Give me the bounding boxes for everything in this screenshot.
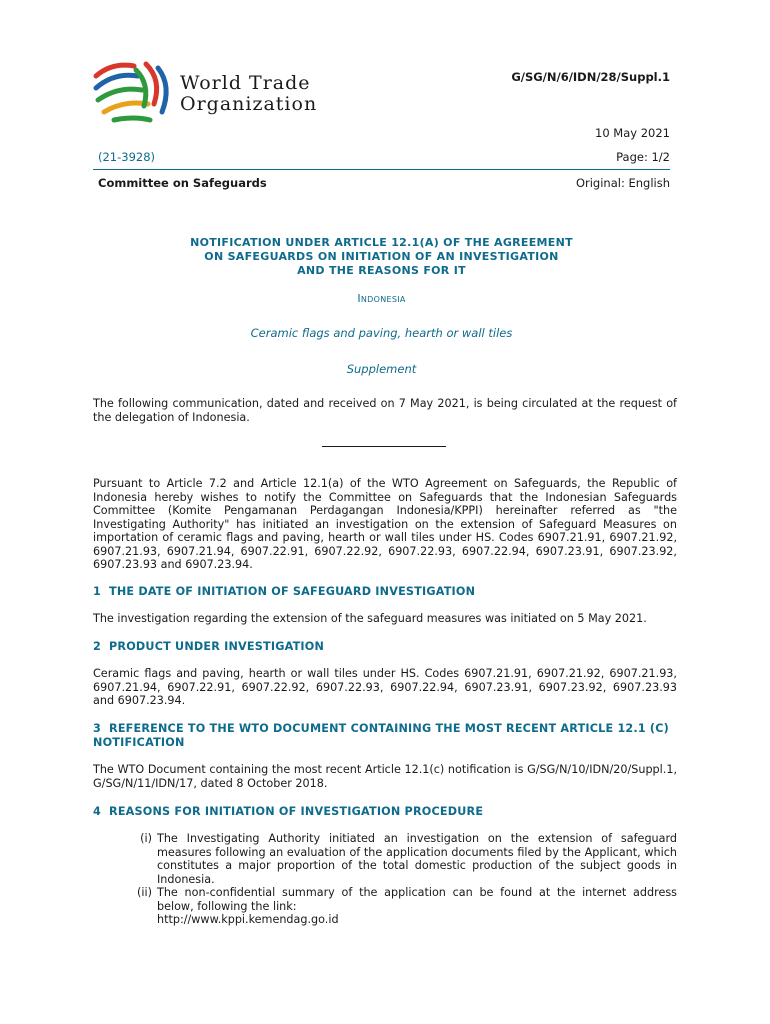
list-marker: (i) [140, 832, 152, 845]
notification-title [93, 236, 670, 278]
list-marker: (ii) [137, 886, 152, 899]
reference-number: (21-3928) [98, 150, 156, 164]
section-title: THE DATE OF INITIATION OF SAFEGUARD INVESTIGATION [109, 585, 476, 598]
section-title: PRODUCT UNDER INVESTIGATION [109, 640, 325, 653]
supplement-label: Supplement [346, 362, 417, 376]
section-number: 1 [93, 585, 101, 598]
product-name: Ceramic flags and paving, hearth or wall tiles [250, 326, 513, 340]
list-item-text: The Investigating Authority initiated an investigation on the extension of safeguard measures following an evaluation of the application documents filed by the Applicant, which constitutes a major proportion of the total domestic production of the subject goods in Indonesia. [157, 832, 677, 886]
pursuant-paragraph: Pursuant to Article 7.2 and Article 12.1(a) of the WTO Agreement on Safeguards, the Republic of Indonesia hereby wishes to notify the Committee on Safeguards that the Indonesian Safeguards Committee (Komite Pengamanan Perdagangan Indonesia/KPPI) hereinafter referred as "the Investigating Authority" has initiated an investigation on the extension of Safeguard Measures on importation of ceramic flags and paving, hearth or wall tiles under HS. Codes 6907.21.91, 6907.21.92, 6907.21.93, 6907.21.94, 6907.22.91, 6907.22.92, 6907.22.93, 6907.22.94, 6907.23.91, 6907.23.92, 6907.23.93 and 6907.23.94. [93, 477, 677, 571]
section-body-2: Ceramic flags and paving, hearth or wall tiles under HS. Codes 6907.21.91, 6907.21.92, 6907.21.93, 6907.21.94, 6907.22.91, 6907.22.92, 6907.22.93, 6907.22.94, 6907.23.91, 6907.23.92, 6907.23.93 and 6907.23.94. [93, 667, 677, 707]
document-symbol: G/SG/N/6/IDN/28/Suppl.1 [511, 70, 670, 84]
section-number: 3 [93, 722, 101, 735]
list-item [110, 832, 677, 886]
country-name: Indonesia [357, 292, 406, 305]
section-heading-3 [93, 722, 683, 750]
document-date: 10 May 2021 [595, 126, 670, 140]
committee-name: Committee on Safeguards [98, 176, 267, 190]
section-body-1: The investigation regarding the extension of the safeguard measures was initiated on 5 May 2021. [93, 612, 647, 625]
kppi-link[interactable]: http://www.kppi.kemendag.go.id [157, 913, 339, 926]
section-heading-2 [93, 640, 683, 654]
wto-logo-icon [90, 58, 176, 130]
section-title: REFERENCE TO THE WTO DOCUMENT CONTAINING THE MOST RECENT ARTICLE 12.1 (C) NOTIFICATION [93, 722, 669, 749]
section-heading-4 [93, 805, 683, 819]
section-heading-1 [93, 585, 683, 599]
list-item [110, 886, 677, 927]
org-name-line2: Organization [180, 93, 318, 115]
org-name-line1: World Trade [180, 72, 311, 94]
reasons-list [110, 832, 677, 927]
page-number: Page: 1/2 [616, 150, 670, 164]
original-language: Original: English [575, 176, 670, 190]
separator-line [322, 446, 446, 447]
section-number: 2 [93, 640, 101, 653]
title-line: NOTIFICATION UNDER ARTICLE 12.1(A) OF THE AGREEMENT [190, 236, 573, 249]
header-rule [93, 169, 670, 170]
list-item-text: The non-confidential summary of the application can be found at the internet address below, following the link: [157, 886, 677, 913]
section-body-3: The WTO Document containing the most recent Article 12.1(c) notification is G/SG/N/10/IDN/20/Suppl.1, G/SG/N/11/IDN/17, dated 8 October 2018. [93, 763, 677, 790]
section-title: REASONS FOR INITIATION OF INVESTIGATION PROCEDURE [109, 805, 484, 818]
section-number: 4 [93, 805, 101, 818]
title-line: AND THE REASONS FOR IT [297, 264, 466, 277]
intro-paragraph: The following communication, dated and received on 7 May 2021, is being circulated at the request of the delegation of Indonesia. [93, 397, 677, 424]
title-line: ON SAFEGUARDS ON INITIATION OF AN INVESTIGATION [204, 250, 559, 263]
